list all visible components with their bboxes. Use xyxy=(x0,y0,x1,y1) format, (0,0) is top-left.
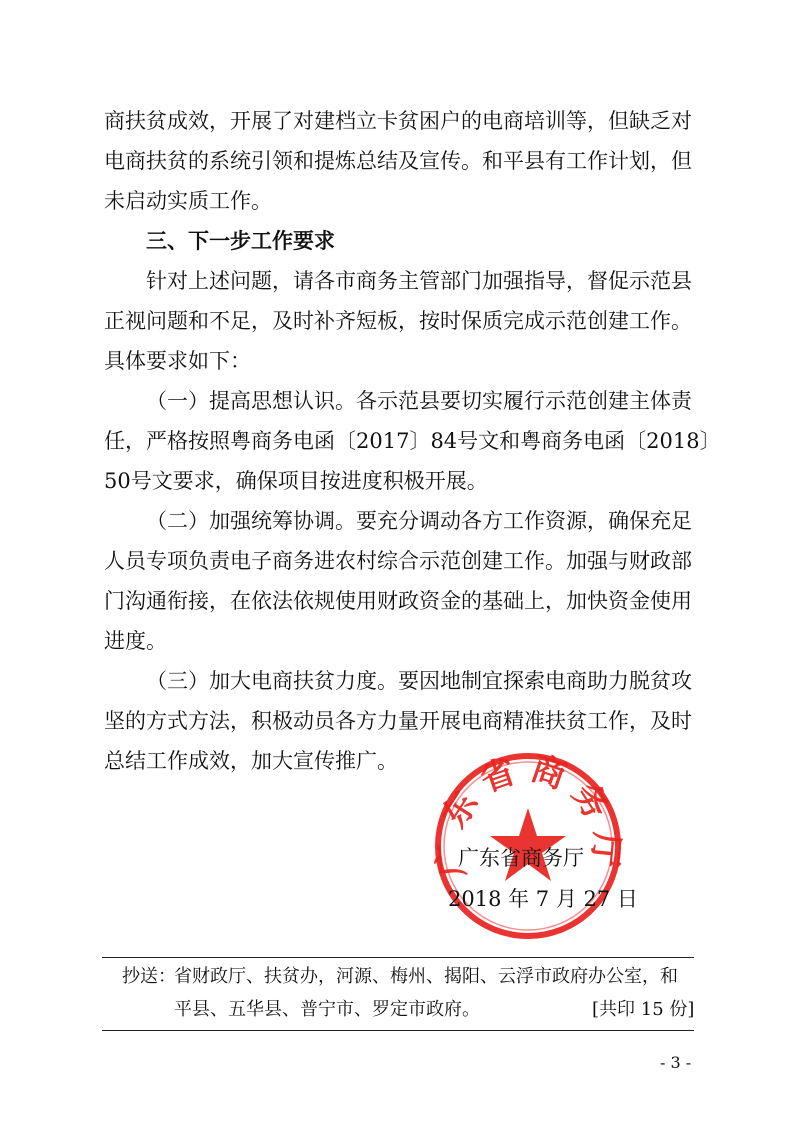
body-line: 总结工作成效，加大宣传推广。 xyxy=(104,749,398,773)
body-line: （一）提高思想认识。各示范县要切实履行示范创建主体责 xyxy=(146,389,692,413)
body-line: 未启动实质工作。 xyxy=(104,189,272,213)
body-line: （三）加大电商扶贫力度。要因地制宜探索电商助力脱贫攻 xyxy=(146,669,692,693)
footer-top-rule xyxy=(102,957,694,958)
svg-text:广东省商务厅: 广东省商务厅 xyxy=(432,750,624,879)
cc-recipients-line2: 平县、五华县、普宁市、罗定市政府。 xyxy=(174,999,480,1020)
body-line: 针对上述问题，请各市商务主管部门加强指导，督促示范县 xyxy=(146,269,692,293)
body-line: 进度。 xyxy=(104,629,167,653)
section-heading: 三、下一步工作要求 xyxy=(146,229,335,253)
body-line: 正视问题和不足，及时补齐短板，按时保质完成示范创建工作。 xyxy=(104,309,692,333)
body-line: 商扶贫成效，开展了对建档立卡贫困户的电商培训等，但缺乏对 xyxy=(104,109,692,133)
body-line: 电商扶贫的系统引领和提炼总结及宣传。和平县有工作计划，但 xyxy=(104,149,692,173)
body-line: 人员专项负责电子商务进农村综合示范创建工作。加强与财政部 xyxy=(104,549,692,573)
body-line: （二）加强统筹协调。要充分调动各方工作资源，确保充足 xyxy=(146,509,692,533)
copies-count: [共印 15 份] xyxy=(592,999,695,1020)
body-line: 50号文要求，确保项目按进度积极开展。 xyxy=(104,469,488,493)
cc-recipients-line1: 省财政厅、扶贫办，河源、梅州、揭阳、云浮市政府办公室，和 xyxy=(174,966,678,987)
body-line: 门沟通衔接，在依法依规使用财政资金的基础上，加快资金使用 xyxy=(104,589,692,613)
cc-label: 抄送： xyxy=(122,966,176,987)
footer-bottom-rule xyxy=(102,1030,694,1031)
body-line: 坚的方式方法，积极动员各方力量开展电商精准扶贫工作，及时 xyxy=(104,709,692,733)
issue-date: 2018 年 7 月 27 日 xyxy=(448,887,638,911)
issuing-organization: 广东省商务厅 xyxy=(458,846,584,870)
body-line: 具体要求如下： xyxy=(104,349,251,373)
page-number: - 3 - xyxy=(660,1053,692,1072)
body-line: 任，严格按照粤商务电函〔2017〕84号文和粤商务电函〔2018〕 xyxy=(104,429,721,453)
